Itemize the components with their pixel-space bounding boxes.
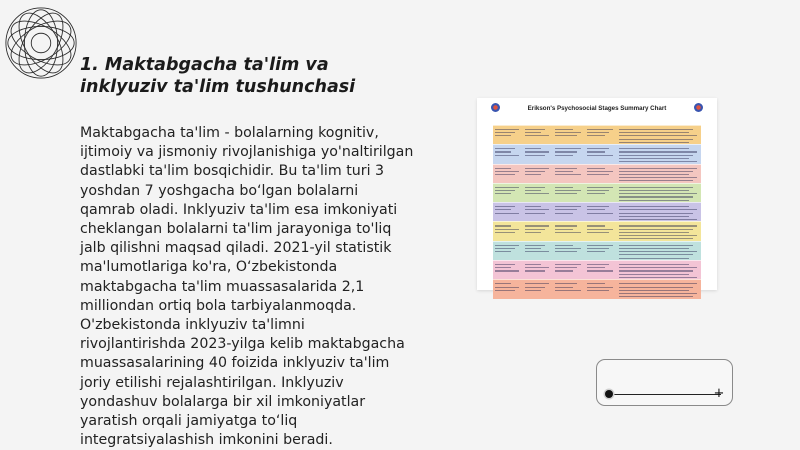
chart-image-text-line (555, 148, 581, 149)
chart-image-text-line (495, 245, 519, 246)
chart-image-text-line (525, 264, 541, 265)
chart-image-text-line (619, 235, 697, 236)
chart-image-text-line (495, 190, 515, 191)
chart-image-text-line (587, 248, 609, 249)
chart-image-text-line (619, 213, 693, 214)
chart-image-text-line (619, 129, 693, 130)
chart-image-text-line (525, 232, 541, 233)
chart-image-text-line (555, 267, 577, 268)
chart-image-text-line (619, 187, 693, 188)
chart-image-text-line (525, 171, 545, 172)
chart-image-text-line (619, 293, 697, 294)
chart-image-text-line (525, 213, 545, 214)
chart-image-text-line (587, 174, 609, 175)
chart-image-text-line (555, 155, 573, 156)
spirograph-logo-icon (2, 2, 80, 84)
chart-image-text-line (619, 277, 697, 278)
media-player-control[interactable] (596, 359, 733, 406)
chart-image-cell (553, 145, 585, 163)
chart-image-text-line (587, 193, 605, 194)
chart-image-text-line (495, 132, 515, 133)
chart-image-cell (585, 184, 617, 202)
chart-image-text-line (587, 209, 605, 210)
chart-image-table (493, 115, 701, 280)
chart-image-text-line (587, 129, 613, 130)
chart-image-text-line (525, 168, 549, 169)
chart-image-text-line (495, 229, 519, 230)
chart-image-text-line (619, 135, 697, 136)
chart-image-row (493, 164, 701, 183)
chart-image-row (493, 125, 701, 144)
chart-image-text-line (495, 206, 515, 207)
chart-image-text-line (619, 274, 689, 275)
chart-image-text-line (495, 151, 511, 152)
chart-image-cell (617, 280, 701, 298)
chart-image-text-line (555, 232, 581, 233)
chart-image-text-line (619, 161, 697, 162)
chart-image-cell (553, 280, 585, 298)
chart-image-text-line (587, 245, 613, 246)
chart-image-text-line (525, 251, 549, 252)
chart-image-text-line (555, 206, 581, 207)
chart-image-text-line (619, 245, 693, 246)
chart-image-text-line (619, 238, 693, 239)
chart-image-text-line (555, 168, 577, 169)
chart-image-text-line (495, 187, 519, 188)
chart-image-text-line (619, 142, 689, 143)
chart-image-cell (523, 165, 553, 183)
chart-image-cell (523, 203, 553, 221)
chart-image-text-line (555, 213, 573, 214)
chart-image-text-line (525, 290, 541, 291)
chart-image-text-line (525, 270, 545, 271)
chart-image-cell (585, 222, 617, 240)
chart-image-cell (523, 261, 553, 279)
chart-image-text-line (619, 132, 689, 133)
chart-image-text-line (619, 287, 693, 288)
chart-image-text-line (495, 171, 519, 172)
chart-image-text-line (555, 132, 581, 133)
chart-image-text-line (619, 193, 697, 194)
chart-image-text-line (555, 225, 577, 226)
chart-image-cell (617, 126, 701, 144)
chart-image-text-line (495, 213, 519, 214)
chart-image-text-line (619, 248, 689, 249)
chart-image-text-line (587, 151, 605, 152)
chart-image-text-line (619, 206, 689, 207)
chart-image-text-line (555, 190, 581, 191)
chart-image-text-line (495, 174, 515, 175)
chart-image-text-line (495, 129, 519, 130)
chart-image-text-line (619, 219, 697, 220)
chart-image-text-line (555, 209, 577, 210)
chart-image-text-line (555, 193, 577, 194)
record-dot-icon[interactable] (605, 390, 613, 398)
chart-image-text-line (555, 290, 581, 291)
chart-image-text-line (495, 283, 511, 284)
chart-image-cell (617, 145, 701, 163)
chart-image-text-line (619, 168, 697, 169)
chart-image-cell (585, 261, 617, 279)
chart-image-cell (493, 126, 523, 144)
chart-image-text-line (525, 129, 545, 130)
chart-image-text-line (619, 139, 693, 140)
chart-image-text-line (525, 135, 549, 136)
chart-image-text-line (495, 287, 519, 288)
chart-image-text-line (619, 258, 689, 259)
slide-title: 1. Maktabgacha ta'lim va inklyuziv ta'lim tushunchasi (80, 55, 356, 97)
chart-image-row (493, 260, 701, 279)
chart-image-cell (523, 145, 553, 163)
chart-image-row (493, 144, 701, 163)
chart-image-text-line (495, 264, 515, 265)
chart-image-text-line (587, 148, 609, 149)
chart-image-cell (493, 222, 523, 240)
chart-image-text-line (525, 245, 545, 246)
chart-image-text-line (525, 206, 541, 207)
chart-image-text-line (555, 251, 577, 252)
chart-image-text-line (587, 132, 609, 133)
chart-image-text-line (619, 232, 689, 233)
chart-image-cell (493, 261, 523, 279)
chart-image-text-line (555, 129, 573, 130)
chart-image-header (493, 115, 701, 125)
chart-image-text-line (495, 155, 519, 156)
chart-image-text-line (525, 209, 549, 210)
chart-image-cell (585, 203, 617, 221)
chart-image-cell (493, 280, 523, 298)
chart-image-cell (523, 126, 553, 144)
chart-image-text-line (619, 264, 689, 265)
chart-image-text-line (525, 193, 549, 194)
chart-image-text-line (619, 177, 697, 178)
chart-image-row (493, 241, 701, 260)
chart-image-text-line (525, 151, 549, 152)
chart-image-text-line (619, 225, 697, 226)
chart-image-cell (617, 203, 701, 221)
chart-image-text-line (525, 155, 545, 156)
chart-image-cell (553, 222, 585, 240)
chart-image-title: Erikson's Psychosocial Stages Summary Chart (527, 105, 667, 112)
chart-image-text-line (587, 287, 613, 288)
chart-image-text-line (525, 190, 541, 191)
chart-image-text-line (619, 174, 689, 175)
chart-image-text-line (555, 171, 573, 172)
chart-image-cell (553, 165, 585, 183)
chart-image-cell (617, 165, 701, 183)
chart-image-text-line (619, 283, 697, 284)
chart-image-text-line (525, 148, 541, 149)
plus-icon[interactable]: + (713, 386, 725, 401)
chart-image-text-line (619, 229, 693, 230)
chart-image-cell (617, 184, 701, 202)
chart-image-text-line (555, 264, 581, 265)
chart-image-cell (493, 184, 523, 202)
chart-image-text-line (525, 132, 541, 133)
chart-image-text-line (619, 209, 697, 210)
chart-image-text-line (619, 251, 697, 252)
chart-image-text-line (555, 187, 573, 188)
chart-image-cell (493, 242, 523, 260)
chart-image-cell (493, 203, 523, 221)
chart-image-text-line (495, 270, 519, 271)
chart-image-text-line (587, 267, 605, 268)
chart-image-text-line (587, 251, 605, 252)
chart-image-text-line (619, 180, 693, 181)
chart-image-cell (523, 280, 553, 298)
chart-image-text-line (495, 135, 511, 136)
chart-image-text-line (495, 267, 511, 268)
chart-image-text-line (555, 151, 577, 152)
slide-body-text: Maktabgacha ta'lim - bolalarning kognitiv, ijtimoiy va jismoniy rivojlanishiga yo'naltirilgan dastlabki ta'lim bosqichidir. Bu ta'lim turi 3 yoshdan 7 yoshgacha bo‘lgan bolalarni qamrab oladi. Inklyuziv ta'lim esa imkoniyati cheklangan bolalarni ta'lim jarayoniga to'liq jalb qilishni maqsad qiladi. 2021-yil statistik ma'lumotlariga ko'ra, O‘zbekistonda maktabgacha ta'lim muassasalarida 2,1 milliondan ortiq bola tarbiyalanmoqda. O'zbekistonda inklyuziv ta'limni rivojlantirishda 2023-yilga kelib maktabgacha muassasalarining 40 foizida inklyuziv ta'lim joriy etilishi rejalashtirilgan. Inklyuziv yondashuv bolalarga bir xil imkoniyatlar yaratish orqali jamiyatga to‘liq integratsiyalashish imkonini beradi. (80, 125, 414, 449)
chart-image-cell (553, 203, 585, 221)
chart-image-text-line (587, 135, 605, 136)
chart-image-text-line (619, 296, 693, 297)
chart-image-text-line (555, 245, 573, 246)
chart-image-text-line (495, 193, 511, 194)
chart-image-text-line (555, 174, 581, 175)
chart-image-row (493, 202, 701, 221)
chart-image-cell (523, 242, 553, 260)
chart-image-text-line (495, 225, 511, 226)
chart-image-text-line (555, 135, 577, 136)
chart-image-text-line (525, 287, 545, 288)
chart-image-cell (617, 242, 701, 260)
media-progress-track[interactable] (609, 394, 721, 395)
chart-image-text-line (619, 267, 697, 268)
chart-image-text-line (525, 174, 541, 175)
chart-image-text-line (495, 209, 511, 210)
chart-image-cell (553, 126, 585, 144)
chart-image-text-line (525, 248, 541, 249)
erikson-chart-image (477, 98, 717, 290)
chart-image-cell (553, 261, 585, 279)
chart-image-text-line (587, 225, 605, 226)
chart-image-text-line (495, 148, 515, 149)
chart-logo-icon (694, 103, 703, 112)
chart-image-text-line (587, 206, 609, 207)
chart-image-text-line (495, 232, 515, 233)
chart-image-text-line (495, 248, 515, 249)
chart-image-text-line (619, 158, 689, 159)
chart-image-text-line (619, 196, 693, 197)
chart-image-text-line (587, 187, 613, 188)
chart-image-row (493, 279, 701, 298)
chart-image-text-line (525, 225, 549, 226)
chart-image-text-line (619, 171, 693, 172)
chart-image-text-line (587, 171, 613, 172)
chart-image-text-line (555, 248, 581, 249)
chart-image-text-line (525, 187, 545, 188)
chart-image-text-line (619, 200, 689, 201)
chart-image-text-line (587, 190, 609, 191)
chart-image-cell (617, 261, 701, 279)
chart-image-text-line (587, 283, 605, 284)
chart-image-text-line (525, 229, 545, 230)
chart-image-text-line (587, 213, 613, 214)
chart-image-text-line (555, 270, 573, 271)
chart-image-text-line (619, 254, 693, 255)
chart-image-text-line (619, 148, 689, 149)
chart-image-cell (493, 145, 523, 163)
chart-image-text-line (587, 232, 609, 233)
chart-image-text-line (525, 267, 549, 268)
chart-image-text-line (525, 283, 549, 284)
chart-image-text-line (587, 155, 613, 156)
chart-image-text-line (587, 290, 609, 291)
chart-image-text-line (555, 283, 577, 284)
chart-image-text-line (495, 290, 515, 291)
chart-image-text-line (587, 270, 613, 271)
chart-image-text-line (587, 229, 613, 230)
chart-image-cell (523, 184, 553, 202)
chart-image-text-line (619, 151, 697, 152)
chart-image-text-line (587, 168, 605, 169)
chart-image-text-line (555, 287, 573, 288)
chart-image-cell (553, 184, 585, 202)
chart-image-text-line (495, 251, 511, 252)
chart-image-text-line (587, 264, 609, 265)
chart-image-cell (585, 126, 617, 144)
chart-image-cell (585, 165, 617, 183)
chart-image-text-line (619, 216, 689, 217)
chart-image-text-line (619, 270, 693, 271)
chart-image-text-line (619, 155, 693, 156)
chart-image-text-line (555, 229, 573, 230)
chart-image-cell (553, 242, 585, 260)
chart-image-text-line (619, 290, 689, 291)
chart-image-text-line (495, 168, 511, 169)
chart-image-cell (493, 165, 523, 183)
chart-image-cell (585, 242, 617, 260)
chart-image-row (493, 221, 701, 240)
chart-image-cell (585, 280, 617, 298)
chart-image-text-line (619, 190, 689, 191)
chart-image-cell (617, 222, 701, 240)
chart-image-row (493, 183, 701, 202)
chart-image-cell (585, 145, 617, 163)
chart-image-cell (523, 222, 553, 240)
